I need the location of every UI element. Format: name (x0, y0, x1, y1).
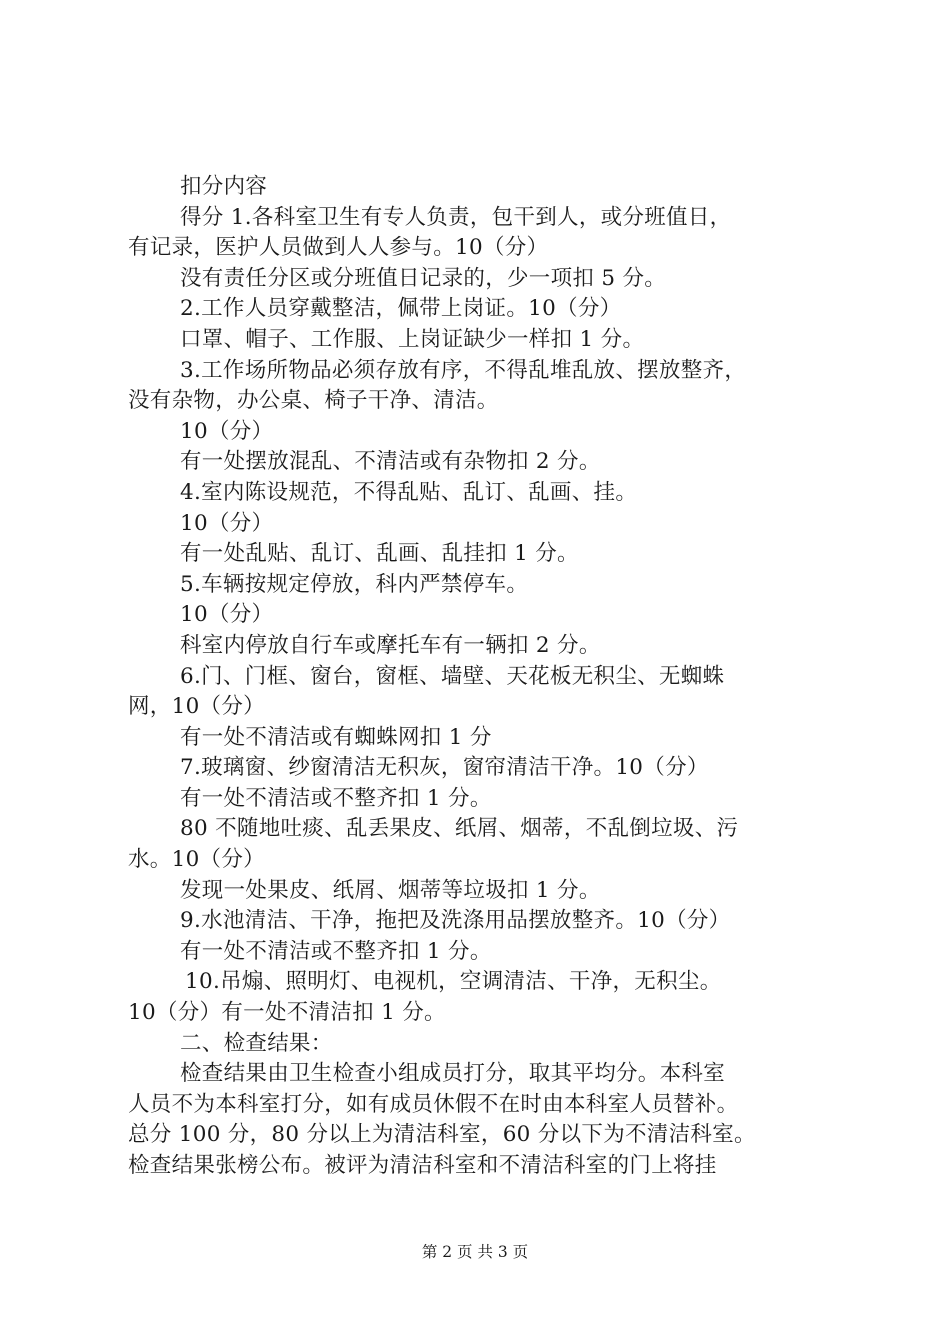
paragraph-line: 有一处摆放混乱、不清洁或有杂物扣 2 分。 (180, 449, 601, 475)
paragraph-line: 网，10（分） (128, 694, 265, 720)
paragraph-line: 10（分） (180, 418, 274, 444)
paragraph-line: 10（分）有一处不清洁扣 1 分。 (128, 1000, 446, 1026)
paragraph-line: 人员不为本科室打分，如有成员休假不在时由本科室人员替补。 (128, 1091, 739, 1117)
page-number-footer: 第 2 页 共 3 页 (421, 1243, 529, 1261)
paragraph-line: 发现一处果皮、纸屑、烟蒂等垃圾扣 1 分。 (180, 877, 601, 903)
paragraph-line: 水。10（分） (128, 847, 265, 873)
paragraph-line: 有一处不清洁或不整齐扣 1 分。 (180, 785, 492, 811)
paragraph-line: 没有责任分区或分班值日记录的，少一项扣 5 分。 (180, 265, 667, 291)
paragraph-line: 2.工作人员穿戴整洁，佩带上岗证。10（分） (180, 296, 622, 322)
paragraph-line: 检查结果由卫生检查小组成员打分，取其平均分。本科室 (180, 1061, 726, 1087)
section-heading: 扣分内容 (180, 174, 268, 199)
paragraph-line: 有一处不清洁或不整齐扣 1 分。 (180, 938, 492, 964)
section-heading: 二、检查结果： (180, 1030, 333, 1056)
paragraph-line: 有记录，医护人员做到人人参与。10（分） (128, 235, 549, 261)
paragraph-line: 5.车辆按规定停放，科内严禁停车。 (180, 571, 529, 597)
paragraph-line: 有一处不清洁或有蜘蛛网扣 1 分 (180, 724, 492, 750)
paragraph-line: 10.吊煽、照明灯、电视机，空调清洁、干净，无积尘。 (185, 969, 722, 995)
paragraph-line: 总分 100 分，80 分以上为清洁科室，60 分以下为不清洁科室。 (128, 1122, 756, 1148)
paragraph-line: 7.玻璃窗、纱窗清洁无积灰，窗帘清洁干净。10（分） (180, 755, 709, 781)
paragraph-line: 6.门、门框、窗台，窗框、墙壁、天花板无积尘、无蜘蛛 (180, 663, 725, 689)
document-body (128, 172, 838, 1182)
paragraph-line: 有一处乱贴、乱订、乱画、乱挂扣 1 分。 (180, 541, 579, 567)
paragraph-line: 80 不随地吐痰、乱丢果皮、纸屑、烟蒂，不乱倒垃圾、污 (180, 816, 739, 842)
paragraph-line: 没有杂物，办公桌、椅子干净、清洁。 (128, 388, 499, 414)
paragraph-line: 10（分） (180, 510, 274, 536)
paragraph-line: 4.室内陈设规范，不得乱贴、乱订、乱画、挂。 (180, 479, 638, 505)
paragraph-line: 科室内停放自行车或摩托车有一辆扣 2 分。 (180, 632, 601, 658)
paragraph-line: 3.工作场所物品必须存放有序，不得乱堆乱放、摆放整齐， (180, 357, 747, 383)
paragraph-line: 得分 1.各科室卫生有专人负责，包干到人，或分班值日， (180, 204, 732, 230)
paragraph-line: 10（分） (180, 602, 274, 628)
paragraph-line: 检查结果张榜公布。被评为清洁科室和不清洁科室的门上将挂 (128, 1153, 717, 1178)
paragraph-line: 口罩、帽子、工作服、上岗证缺少一样扣 1 分。 (180, 326, 645, 352)
paragraph-line: 9.水池清洁、干净，拖把及洗涤用品摆放整齐。10（分） (180, 908, 731, 934)
